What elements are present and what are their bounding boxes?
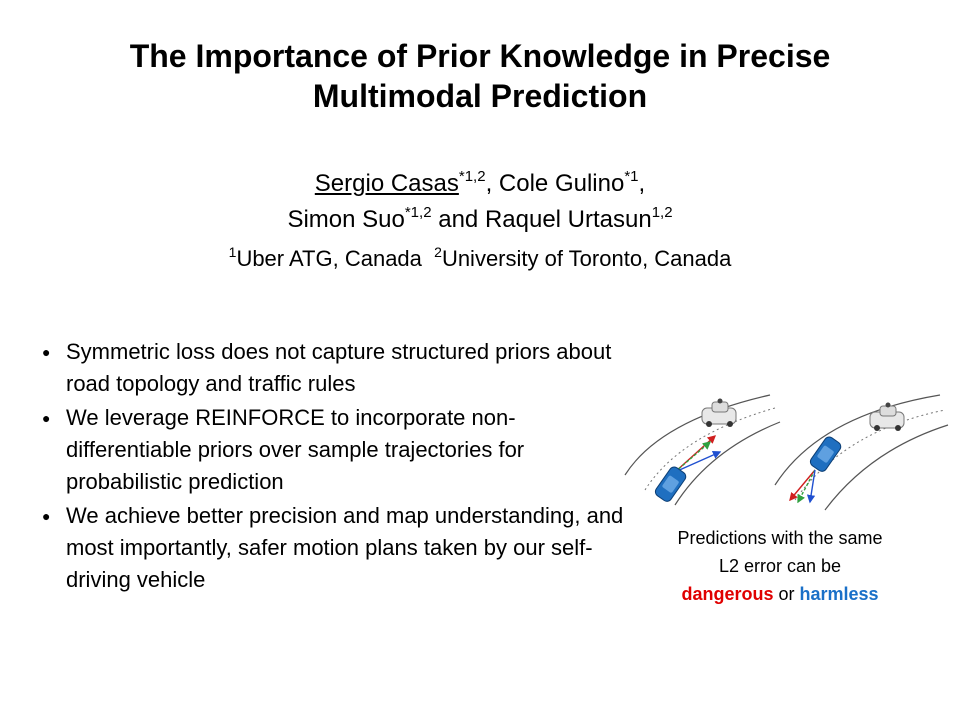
author-separator-2: , [638, 170, 646, 197]
title-line-1: The Importance of Prior Knowledge in Precise [129, 38, 831, 74]
white-car-icon [870, 403, 904, 432]
affiliation-number-2: 2 [434, 244, 442, 260]
affiliation-toronto: University of Toronto, Canada [441, 246, 732, 271]
road-edge-line [775, 395, 940, 485]
figure-caption [620, 524, 940, 608]
caption-or: or [773, 584, 800, 604]
road-edge-line [675, 422, 780, 505]
author-cole-gulino: Cole Gulino [498, 170, 625, 197]
affiliation-number-1: 1 [228, 244, 237, 260]
bullet-text: We achieve better precision and map understanding, and most importantly, safer motion plans taken by our self-driving vehicle [66, 503, 624, 592]
caption-line-2: L2 error can be [718, 556, 842, 576]
road-edge-line [825, 425, 948, 510]
author-and: and [431, 206, 485, 233]
caption-line-1: Predictions with the same [677, 528, 883, 548]
title-line-2: Multimodal Prediction [312, 78, 648, 114]
author-line-2 [0, 202, 960, 238]
blue-car-icon [808, 435, 842, 473]
author-sup-3: *1,2 [404, 204, 432, 221]
affiliations [0, 244, 960, 274]
author-raquel-urtasun: Raquel Urtasun [484, 206, 652, 233]
caption-harmless: harmless [799, 584, 879, 604]
author-separator-1: , [485, 170, 499, 197]
white-car-icon [702, 399, 736, 428]
bullet-item [40, 402, 630, 498]
caption-dangerous: dangerous [681, 584, 774, 604]
author-sup-2: *1 [624, 168, 639, 185]
author-sup-1: *1,2 [458, 168, 486, 185]
blue-car-icon [653, 465, 687, 503]
trajectory-illustration [620, 390, 950, 515]
bullet-dot-icon: ● [42, 344, 51, 360]
author-line-1 [0, 166, 960, 202]
bullet-item [40, 500, 630, 596]
author-simon-suo: Simon Suo [287, 206, 405, 233]
bullet-text: We leverage REINFORCE to incorporate non-differentiable priors over sample trajectories for probabilistic prediction [66, 405, 525, 494]
bullet-list [40, 336, 630, 598]
left-road-scene [625, 395, 780, 505]
bullet-text: Symmetric loss does not capture structured priors about road topology and traffic rules [66, 339, 612, 396]
caption-line-3 [620, 580, 940, 608]
affiliation-uber: Uber ATG, Canada [236, 246, 422, 271]
bullet-dot-icon: ● [42, 410, 51, 426]
right-road-scene [775, 395, 948, 510]
author-list [0, 166, 960, 238]
bullet-item [40, 336, 630, 400]
paper-title [0, 36, 960, 116]
author-sergio-casas: Sergio Casas [314, 170, 459, 197]
road-edge-line [625, 395, 770, 475]
bullet-dot-icon: ● [42, 508, 51, 524]
author-sup-4: 1,2 [651, 204, 673, 221]
